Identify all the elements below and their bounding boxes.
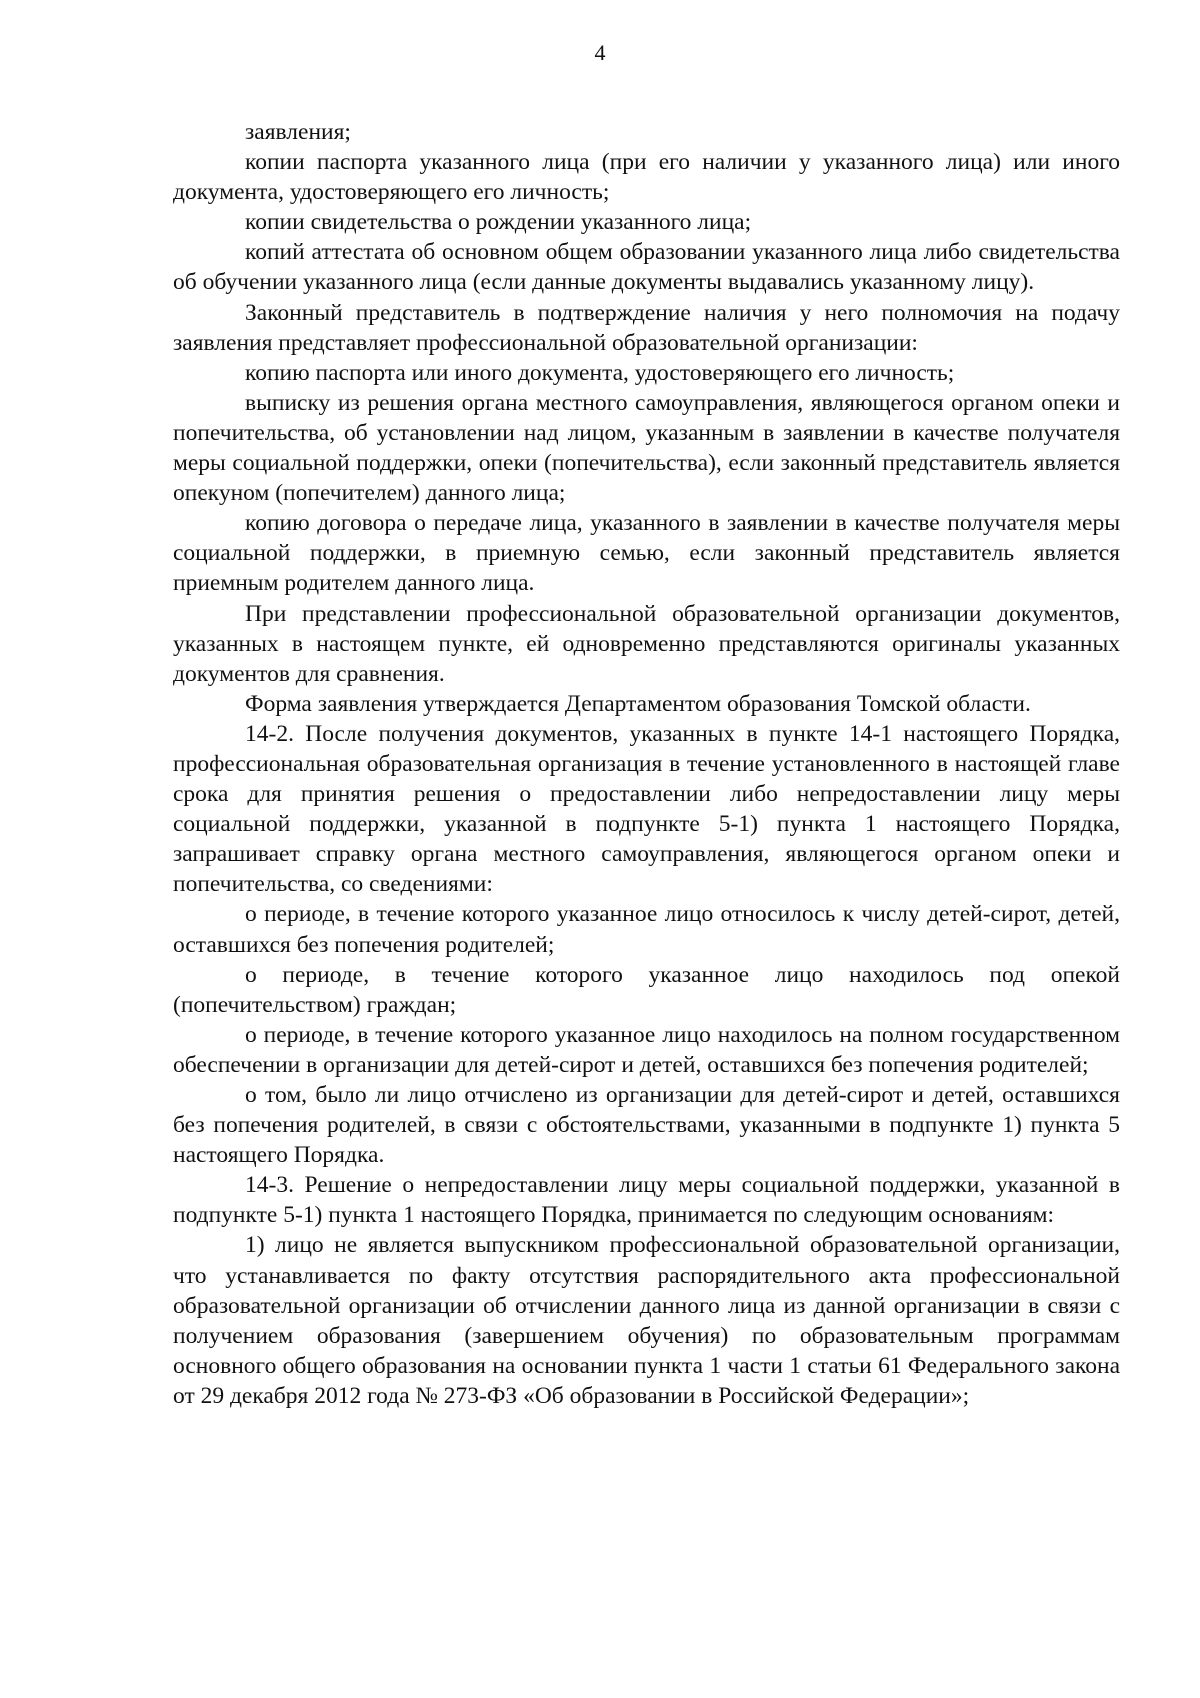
paragraph: о периоде, в течение которого указанное лицо находилось на полном государственном обеспечении в организации для детей-сирот и детей, оставшихся без попечения родителей; bbox=[173, 1021, 1120, 1078]
paragraph: Форма заявления утверждается Департаментом образования Томской области. bbox=[245, 690, 1031, 717]
paragraph: о периоде, в течение которого указанное лицо находилось под опекой (попечительством) граждан; bbox=[173, 961, 1120, 1018]
paragraph: 1) лицо не является выпускником профессиональной образовательной организации, что устанавливается по факту отсутствия распорядительного акта профессиональной образовательной организации об отчислении данного лица из данной организации в связи с получением образования (завершением обучения) по образовательным программам основного общего образования на основании пункта 1 части 1 статьи 61 Федерального закона от 29 декабря 2012 года № 273-ФЗ «Об образовании в Российской Федерации»; bbox=[173, 1232, 1120, 1409]
paragraph: копий аттестата об основном общем образовании указанного лица либо свидетельства об обучении указанного лица (если данные документы выдавались указанному лицу). bbox=[173, 239, 1120, 296]
paragraph: о периоде, в течение которого указанное лицо относилось к числу детей-сирот, детей, оставшихся без попечения родителей; bbox=[173, 901, 1120, 958]
paragraph: копию договора о передаче лица, указанного в заявлении в качестве получателя меры социальной поддержки, в приемную семью, если законный представитель является приемным родителем данного лица. bbox=[173, 510, 1120, 597]
paragraph: Законный представитель в подтверждение наличия у него полномочия на подачу заявления представляет профессиональной образовательной организации: bbox=[173, 299, 1120, 356]
paragraph: копии свидетельства о рождении указанного лица; bbox=[245, 209, 752, 236]
page-number: 4 bbox=[594, 40, 606, 65]
paragraph: о том, было ли лицо отчислено из организации для детей-сирот и детей, оставшихся без попечения родителей, в связи с обстоятельствами, указанными в подпункте 1) пункта 5 настоящего Порядка. bbox=[173, 1082, 1120, 1169]
paragraph: копии паспорта указанного лица (при его наличии у указанного лица) или иного документа, удостоверяющего его личность; bbox=[173, 149, 1120, 206]
paragraph: При представлении профессиональной образовательной организации документов, указанных в настоящем пункте, ей одновременно представляются оригиналы указанных документов для сравнения. bbox=[173, 600, 1120, 687]
paragraph: выписку из решения органа местного самоуправления, являющегося органом опеки и попечительства, об установлении над лицом, указанным в заявлении в качестве получателя меры социальной поддержки, опеки (попечительства), если законный представитель является опекуном (попечителем) данного лица; bbox=[173, 389, 1120, 507]
paragraph: копию паспорта или иного документа, удостоверяющего его личность; bbox=[245, 359, 955, 386]
paragraph: 14-3. Решение о непредоставлении лицу меры социальной поддержки, указанной в подпункте 5-1) пункта 1 настоящего Порядка, принимается по следующим основаниям: bbox=[173, 1172, 1120, 1229]
paragraph: заявления; bbox=[245, 119, 351, 145]
paragraph: 14-2. После получения документов, указанных в пункте 14-1 настоящего Порядка, профессиональная образовательная организация в течение установленного в настоящей главе срока для принятия решения о предоставлении либо непредоставлении лицу меры социальной поддержки, указанной в подпункте 5-1) пункта 1 настоящего Порядка, запрашивает справку органа местного самоуправления, являющегося органом опеки и попечительства, со сведениями: bbox=[173, 720, 1120, 898]
document-body bbox=[173, 117, 1120, 1411]
